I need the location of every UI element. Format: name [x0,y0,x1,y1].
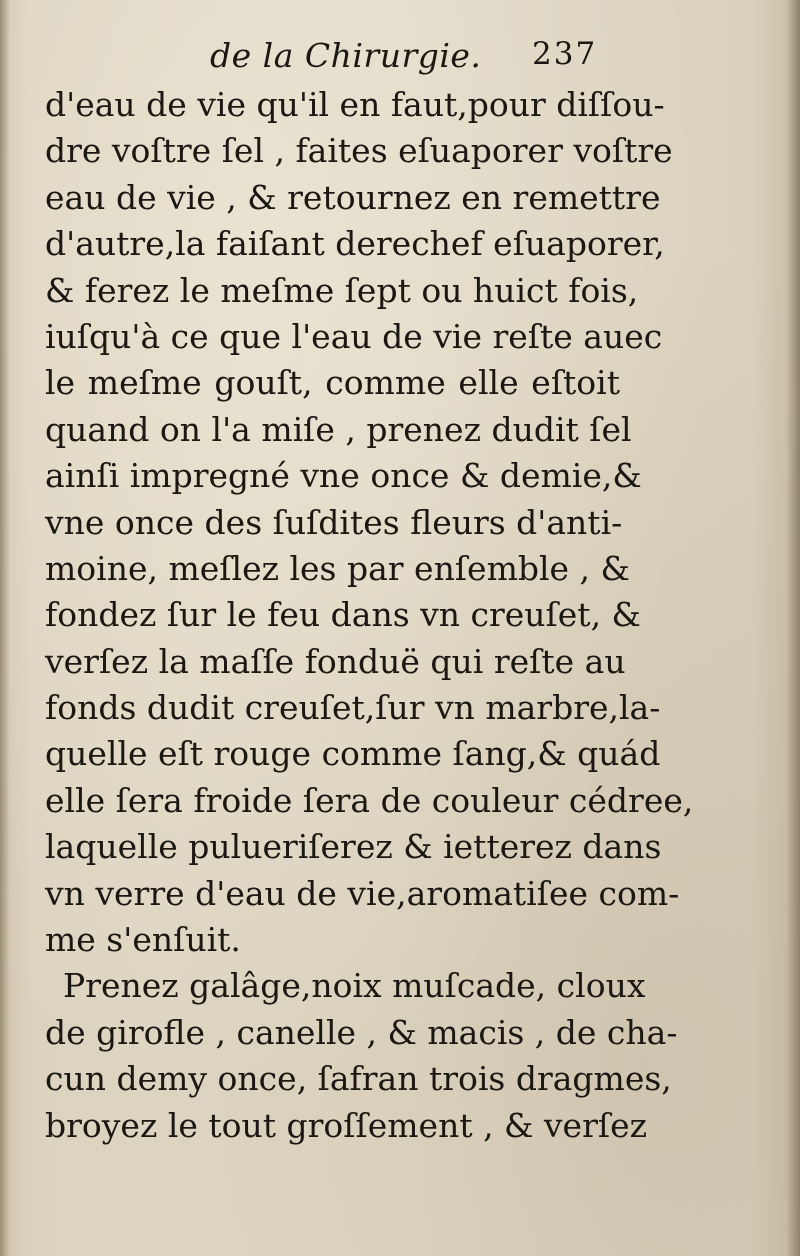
text-line: verſez la maſſe fonduë qui reſte au [45,641,626,681]
text-line: & ferez le meſme ſept ou huict fois, [45,270,639,310]
text-line: me s'enſuit. [45,920,241,960]
text-line: vn verre d'eau de vie,aromatiſee com- [45,873,680,913]
text-line: elle ſera froide ſera de couleur cédree, [45,780,694,820]
page-edge-shadow-left [0,0,10,1256]
text-line: broyez le tout groſſement , & verſez [45,1105,647,1145]
body-text [45,82,694,1149]
text-line: fondez ſur le feu dans vn creuſet, & [45,595,641,635]
text-line: laquelle pulueriſerez & ietterez dans [45,827,662,867]
text-line: d'autre,la faiſant derechef eſuaporer, [45,224,665,264]
text-line: le meſme gouſt, comme elle eſtoit [45,363,620,403]
text-line: vne once des ſuſdites fleurs d'anti- [45,502,623,542]
text-line: dre voſtre ſel , faites eſuaporer voſtre [45,131,673,171]
text-line: quelle eſt rouge comme ſang,& quád [45,734,661,774]
text-line: eau de vie , & retournez en remettre [45,177,661,217]
paragraph-first-line: Prenez galâge,noix muſcade, cloux [63,966,646,1006]
text-line: quand on l'a miſe , prenez dudit ſel [45,409,632,449]
page-number: 237 [532,36,598,72]
text-line: cun demy once, ſafran trois dragmes, [45,1059,672,1099]
running-title: de la Chirurgie. [210,36,482,75]
text-line: ainſi impregné vne once & demie,& [45,456,642,496]
text-line: fonds dudit creuſet,ſur vn marbre,la- [45,688,661,728]
text-line: d'eau de vie qu'il en faut,pour diſſou- [45,85,665,124]
text-line: moine, meſlez les par enſemble , & [45,548,630,588]
page-edge-shadow-right [786,0,800,1256]
text-line: iuſqu'à ce que l'eau de vie reſte auec [45,316,663,356]
text-line: de girofle , canelle , & macis , de cha- [45,1012,678,1052]
